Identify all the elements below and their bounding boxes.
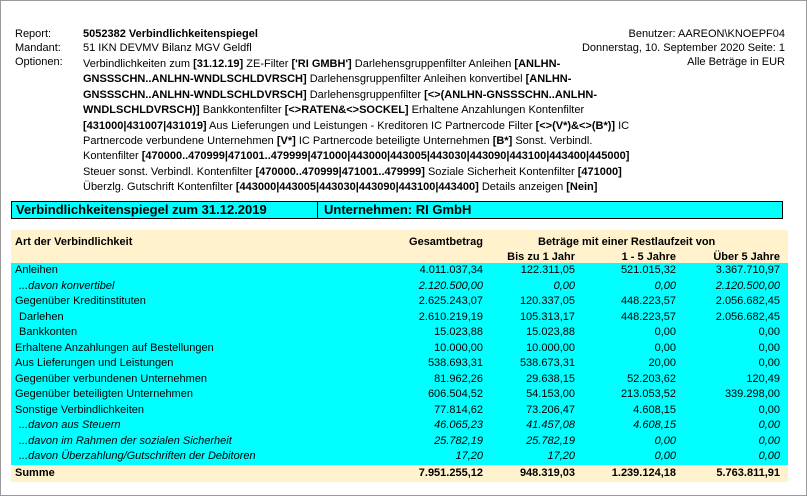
cell-gesamt: 77.814,62: [434, 403, 483, 416]
company-title: Unternehmen: RI GmbH: [324, 202, 472, 217]
row-label: Bankkonten: [19, 326, 78, 338]
cell-1-5: 448.223,57: [620, 295, 676, 307]
option-value: [<>(ANLHN-GNSSSCHN..ANLHN-WNDLSCHLDVRSCH)]: [83, 88, 598, 117]
table-row: [11, 294, 788, 310]
row-label: Gegenüber Kreditinstituten: [15, 295, 146, 307]
sum-row: [11, 465, 788, 482]
cell-ueber5: 0,00: [758, 341, 780, 354]
header-art: Art der Verbindlichkeit: [15, 236, 133, 248]
cell-gesamt: 25.782,19: [434, 434, 483, 447]
cell-bis1: 120.337,05: [519, 295, 575, 307]
report-label: Report:: [15, 28, 52, 40]
sum-gesamt: 7.951.255,12: [418, 466, 483, 479]
cell-ueber5: 2.120.500,00: [715, 279, 780, 292]
cell-ueber5: 0,00: [758, 326, 780, 338]
cell-ueber5: 0,00: [758, 403, 780, 416]
header-1-5: 1 - 5 Jahre: [621, 251, 676, 263]
option-text: Steuer sonst. Verbindl. Kontenfilter: [83, 165, 256, 178]
cell-bis1: 10.000,00: [526, 341, 575, 354]
cell-bis1: 15.023,88: [526, 326, 575, 338]
cell-1-5: 0,00: [654, 326, 676, 338]
cell-bis1: 105.313,17: [519, 310, 575, 323]
cell-ueber5: 2.056.682,45: [715, 310, 780, 323]
cell-ueber5: 0,00: [758, 450, 780, 462]
cell-1-5: 52.203,62: [627, 372, 676, 385]
option-value: [470000..470999|471001..479999]: [255, 165, 425, 178]
table-row: [11, 310, 788, 326]
cell-ueber5: 0,00: [758, 434, 780, 447]
cell-1-5: 213.053,52: [620, 388, 676, 400]
option-text: Details anzeigen: [478, 181, 567, 194]
cell-bis1: 17,20: [547, 450, 575, 462]
cell-1-5: 0,00: [654, 279, 676, 292]
cell-bis1: 73.206,47: [526, 403, 575, 416]
option-value: [<>RATEN&<>SOCKEL]: [284, 104, 409, 117]
cell-bis1: 54.153,00: [526, 388, 575, 400]
cell-1-5: 0,00: [654, 450, 676, 462]
option-text: Bankkontenfilter: [199, 104, 285, 117]
filter-options: [83, 57, 643, 196]
row-label: Aus Lieferungen und Leistungen: [15, 357, 174, 369]
option-text: Erhaltene Anzahlungen Kontenfilter: [408, 104, 585, 117]
cell-gesamt: 15.023,88: [434, 326, 483, 338]
option-value: [V*]: [276, 135, 296, 148]
cell-bis1: 41.457,08: [526, 419, 575, 431]
option-text: Darlehensgruppenfilter: [306, 88, 425, 101]
date-page: Donnerstag, 10. September 2020 Seite: 1: [581, 42, 785, 54]
liabilities-table: [11, 230, 788, 482]
title-divider: [317, 202, 318, 218]
report-id: 5052382: [83, 28, 126, 40]
row-label: ...davon im Rahmen der sozialen Sicherheit: [19, 434, 232, 447]
cell-1-5: 521.015,32: [620, 264, 676, 276]
cell-bis1: 0,00: [553, 279, 575, 292]
row-label: Anleihen: [15, 264, 58, 276]
option-text: Aus Lieferungen und Leistungen - Kreditoren IC Partnercode Filter: [206, 119, 536, 132]
cell-ueber5: 2.056.682,45: [715, 295, 780, 307]
option-value: [443000|443005|443030|443090|443100|443400]: [235, 181, 479, 194]
row-label: Sonstige Verbindlichkeiten: [15, 403, 145, 416]
row-label: Gegenüber beteiligten Unternehmen: [15, 388, 193, 400]
options-label: Optionen:: [15, 56, 63, 68]
sum-1-5: 1.239.124,18: [611, 466, 676, 479]
cell-bis1: 25.782,19: [526, 434, 575, 447]
option-value: [ANLHN-GNSSSCHN..ANLHN-WNDLSCHLDVRSCH]: [83, 73, 572, 101]
table-row: [11, 449, 788, 465]
option-value: [431000|431007|431019]: [83, 119, 207, 132]
cell-1-5: 448.223,57: [620, 310, 676, 323]
cell-ueber5: 0,00: [758, 419, 780, 431]
option-text: Darlehensgruppenfilter Anleihen: [351, 58, 515, 70]
table-row: [11, 341, 788, 357]
cell-1-5: 4.608,15: [633, 419, 676, 431]
cell-ueber5: 120,49: [746, 372, 780, 385]
cell-ueber5: 3.367.710,97: [715, 264, 780, 276]
table-row: [11, 434, 788, 450]
option-text: Soziale Sicherheit Kontenfilter: [424, 165, 578, 178]
cell-bis1: 538.673,31: [519, 357, 575, 369]
cell-gesamt: 538.693,31: [427, 357, 483, 369]
option-text: ZE-Filter: [243, 58, 292, 70]
mandant-value: 51 IKN DEVMV Bilanz MGV Geldfl: [83, 42, 252, 54]
option-text: Verbindlichkeiten zum: [83, 58, 194, 70]
table-row: [11, 403, 788, 419]
cell-gesamt: 2.610.219,19: [418, 310, 483, 323]
cell-bis1: 29.638,15: [526, 372, 575, 385]
cell-gesamt: 4.011.037,34: [419, 264, 483, 276]
cell-gesamt: 2.120.500,00: [418, 279, 483, 292]
table-body: [11, 263, 788, 465]
sum-ueber5: 5.763.811,91: [716, 466, 780, 479]
option-text: Überzlg. Gutschrift Kontenfilter: [83, 181, 236, 194]
table-row: [11, 356, 788, 372]
option-value: [Nein]: [566, 181, 598, 194]
title-bar: [11, 201, 783, 219]
option-text: Darlehensgruppenfilter Anleihen konvertibel: [306, 73, 526, 86]
table-row: [11, 418, 788, 434]
option-text: IC Partnercode verbundene Unternehmen: [83, 119, 630, 148]
option-value: ['RI GMBH']: [291, 58, 352, 70]
row-label: ...davon aus Steuern: [19, 419, 121, 431]
report-id-name: [83, 27, 258, 41]
table-header: [11, 230, 788, 263]
cell-bis1: 122.311,05: [520, 264, 575, 276]
sum-bis1: 948.319,03: [519, 466, 575, 479]
table-row: [11, 279, 788, 295]
mandant-label: Mandant:: [15, 42, 61, 54]
table-row: [11, 372, 788, 388]
option-value: [470000..470999|471001..479999|471000|443000|443005|443030|443090|443100|443400|445000]: [141, 150, 630, 163]
header-ueber5: Über 5 Jahre: [713, 251, 780, 263]
option-value: [B*]: [492, 135, 513, 148]
report-title: Verbindlichkeitenspiegel zum 31.12.2019: [16, 202, 267, 217]
cell-gesamt: 46.065,23: [434, 419, 483, 431]
option-value: [<>(V*)&<>(B*)]: [535, 119, 616, 132]
cell-ueber5: 339.298,00: [724, 388, 780, 400]
cell-1-5: 20,00: [648, 357, 676, 369]
table-row: [11, 263, 788, 279]
cell-gesamt: 17,20: [455, 450, 483, 462]
user-name: Benutzer: AAREON\KNOEPF04: [628, 28, 785, 40]
report-name: Verbindlichkeitenspiegel: [128, 28, 258, 40]
row-label: Gegenüber verbundenen Unternehmen: [15, 372, 208, 385]
cell-ueber5: 0,00: [758, 357, 780, 369]
sum-label: Summe: [15, 466, 55, 479]
currency-note: Alle Beträge in EUR: [687, 56, 785, 68]
cell-gesamt: 606.504,52: [427, 388, 483, 400]
row-label: ...davon konvertibel: [19, 279, 115, 292]
cell-1-5: 0,00: [654, 341, 676, 354]
row-label: Darlehen: [19, 310, 64, 323]
row-label: ...davon Überzahlung/Gutschriften der Debitoren: [19, 450, 256, 462]
option-value: [31.12.19]: [193, 58, 244, 70]
table-row: [11, 325, 788, 341]
cell-1-5: 0,00: [654, 434, 676, 447]
option-value: [ANLHN-GNSSSCHN..ANLHN-WNDLSCHLDVRSCH]: [83, 58, 561, 86]
cell-gesamt: 2.625.243,07: [418, 295, 483, 307]
row-label: Erhaltene Anzahlungen auf Bestellungen: [15, 341, 214, 354]
option-text: Sonst. Verbindl. Kontenfilter: [83, 135, 593, 163]
header-group: Beträge mit einer Restlaufzeit von: [538, 236, 716, 248]
option-value: [471000]: [577, 165, 622, 178]
table-row: [11, 387, 788, 403]
cell-gesamt: 81.962,26: [434, 372, 483, 385]
cell-1-5: 4.608,15: [633, 403, 676, 416]
cell-gesamt: 10.000,00: [434, 341, 483, 354]
option-text: IC Partnercode beteiligte Unternehmen: [295, 135, 493, 148]
header-gesamt: Gesamtbetrag: [409, 236, 483, 248]
header-bis1: Bis zu 1 Jahr: [507, 251, 575, 263]
